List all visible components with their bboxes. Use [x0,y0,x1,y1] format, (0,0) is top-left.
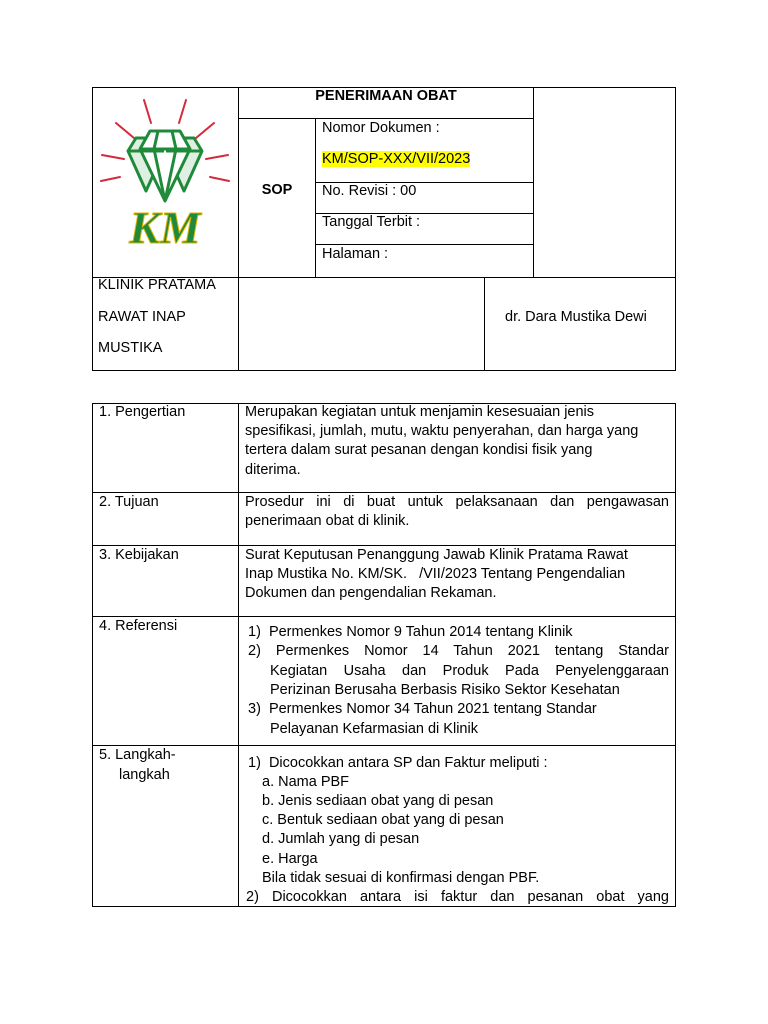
halaman: Halaman : [322,246,389,262]
referensi-item: 1) Permenkes Nomor 9 Tahun 2014 tentang Klinik [248,624,573,640]
clinic-name-line2: RAWAT INAP [98,309,186,325]
clinic-name-line1: KLINIK PRATAMA [98,277,216,293]
langkah-item: 1) Dicocokkan antara SP dan Faktur meliputi : [248,755,548,771]
section-label-kebijakan: 3. Kebijakan [99,547,179,563]
document-title: PENERIMAAN OBAT [315,88,457,104]
section-label-langkah-cont: langkah [119,767,170,783]
nomor-dokumen-field [322,150,470,169]
langkah-item: 2) Dicocokkan antara isi faktur dan pesanan obat yang [246,889,669,905]
langkah-item: e. Harga [262,851,318,867]
section-label-tujuan: 2. Tujuan [99,494,159,510]
pengertian-line: spesifikasi, jumlah, mutu, waktu penyerahan, dan harga yang [245,423,639,439]
pengertian-line: tertera dalam surat pesanan dengan kondisi fisik yang [245,442,593,458]
langkah-item: d. Jumlah yang di pesan [262,831,420,847]
clinic-name-line3: MUSTIKA [98,340,163,356]
kebijakan-line: Dokumen dan pengendalian Rekaman. [245,585,497,601]
referensi-item: Perizinan Berusaha Berbasis Risiko Sektor Kesehatan [270,682,620,698]
kebijakan-line: Inap Mustika No. KM/SK. /VII/2023 Tentang Pengendalian [245,566,626,582]
section-label-referensi: 4. Referensi [99,618,178,634]
referensi-item: Pelayanan Kefarmasian di Klinik [270,721,478,737]
langkah-item: a. Nama PBF [262,774,350,790]
nomor-dokumen-label: Nomor Dokumen : [322,120,440,136]
diamond-icon [128,131,202,201]
referensi-item: Kegiatan Usaha dan Produk Pada Penyelenggaraan [270,663,669,679]
langkah-item: b. Jenis sediaan obat yang di pesan [262,793,494,809]
kebijakan-line: Surat Keputusan Penanggung Jawab Klinik Pratama Rawat [245,547,628,563]
no-revisi: No. Revisi : 00 [322,183,417,199]
tujuan-line: Prosedur ini di buat untuk pelaksanaan dan pengawasan [245,494,669,510]
referensi-item: 3) Permenkes Nomor 34 Tahun 2021 tentang Standar [248,701,597,717]
tanggal-terbit: Tanggal Terbit : [322,214,421,230]
tujuan-line: penerimaan obat di klinik. [245,513,410,529]
section-label-pengertian: 1. Pengertian [99,404,186,420]
langkah-item: c. Bentuk sediaan obat yang di pesan [262,812,504,828]
pengertian-line: Merupakan kegiatan untuk menjamin kesesuaian jenis [245,404,595,420]
section-label-langkah: 5. Langkah- [99,747,176,763]
clinic-logo [96,93,234,273]
sop-label: SOP [261,182,293,198]
logo-text: KM [129,202,201,253]
referensi-item: 2) Permenkes Nomor 14 Tahun 2021 tentang Standar [248,643,669,659]
signatory-name: dr. Dara Mustika Dewi [505,309,647,325]
pengertian-line: diterima. [245,462,301,478]
langkah-item: Bila tidak sesuai di konfirmasi dengan PBF. [262,870,540,886]
nomor-dokumen-value: KM/SOP-XXX/VII/2023 [322,151,471,167]
